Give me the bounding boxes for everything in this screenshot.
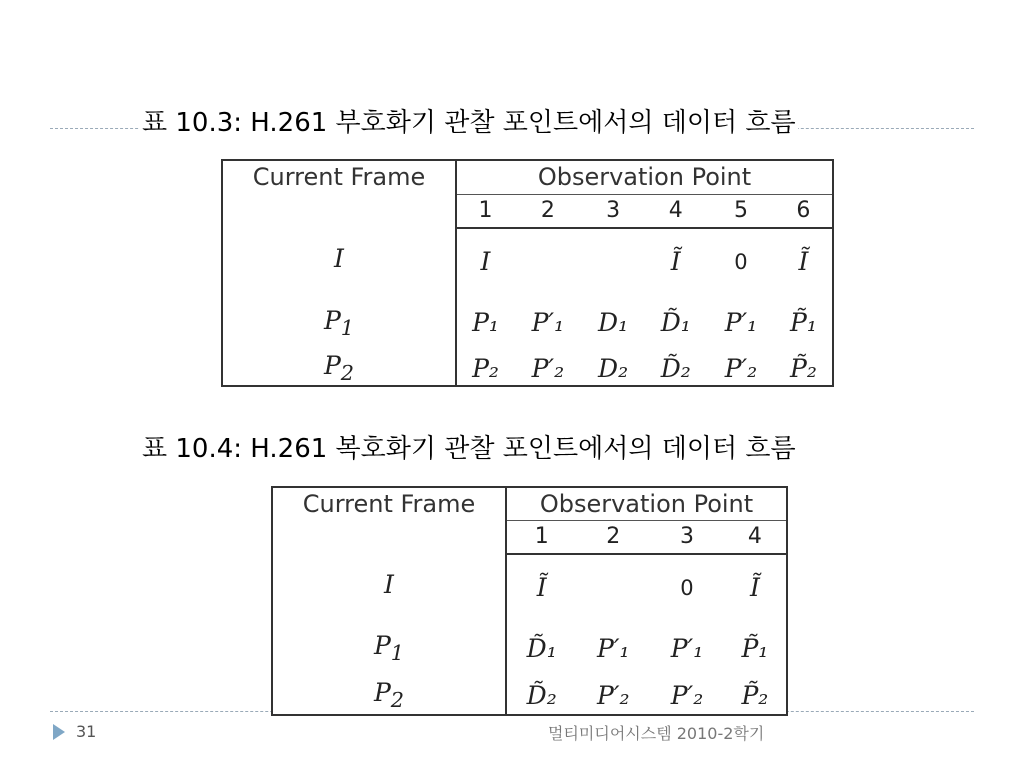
table-cell: P′₁	[670, 633, 704, 663]
table-cell: P′₁	[531, 308, 565, 337]
table-cell: P̃₁	[790, 308, 817, 337]
table2-caption: 표 10.4: H.261 복호화기 관찰 포인트에서의 데이터 흐름	[142, 434, 796, 464]
row-label: I	[272, 554, 506, 620]
column-header: 2	[576, 520, 650, 554]
table-cell: Ĩ	[670, 247, 681, 276]
row-label: $P_1$	[222, 294, 456, 351]
table-cell: 0	[680, 575, 694, 600]
column-header: 6	[775, 194, 833, 228]
column-header: 2	[514, 194, 582, 228]
column-header: 3	[650, 520, 724, 554]
table-cell: P′₁	[597, 633, 630, 663]
table-cell: Ĩ	[798, 247, 809, 276]
row-label: $P_1$	[272, 620, 506, 676]
table1-caption: 표 10.3: H.261 부호화기 관찰 포인트에서의 데이터 흐름	[142, 108, 796, 138]
table-cell: Ĩ	[536, 573, 547, 602]
row-label: $P_2$	[222, 351, 456, 386]
page-number: 31	[76, 722, 97, 741]
table-row	[222, 294, 833, 351]
row-label: $P_2$	[272, 676, 506, 715]
table-cell: P′₂	[724, 353, 758, 383]
column-header: 4	[644, 194, 707, 228]
table-cell: P′₂	[597, 680, 630, 710]
table-cell	[514, 228, 582, 294]
table-cell: D₁	[598, 308, 629, 337]
table-row	[222, 228, 833, 294]
column-header: 3	[582, 194, 645, 228]
table-cell: P₂	[472, 353, 499, 383]
table-row	[272, 554, 787, 620]
row-label: I	[222, 228, 456, 294]
decoder-observation-table	[271, 486, 788, 716]
table-cell: P̃₂	[741, 680, 769, 710]
table-cell: D̃₂	[526, 680, 557, 710]
table-cell: P′₂	[531, 353, 565, 383]
table-cell: P̃₁	[741, 633, 769, 663]
table-cell: P′₁	[724, 308, 758, 337]
header-current-frame: Current Frame	[222, 160, 456, 228]
table-cell: I	[480, 247, 491, 276]
table-cell: P̃₂	[790, 353, 817, 383]
table-row	[272, 620, 787, 676]
table-cell: D̃₁	[660, 308, 691, 337]
table-cell: D̃₂	[660, 353, 691, 383]
column-header: 1	[456, 194, 514, 228]
table-cell	[576, 554, 650, 620]
column-header: 4	[724, 520, 787, 554]
table-cell: D̃₁	[526, 633, 557, 663]
table-cell: D₂	[598, 353, 629, 383]
table-row	[272, 676, 787, 715]
table-cell	[582, 228, 645, 294]
header-observation-point: Observation Point	[456, 160, 833, 194]
encoder-observation-table	[221, 159, 834, 387]
header-observation-point: Observation Point	[506, 487, 787, 520]
table-cell: P₁	[472, 308, 499, 337]
column-header: 5	[707, 194, 775, 228]
table-cell: P′₂	[670, 680, 704, 710]
header-current-frame: Current Frame	[272, 487, 506, 554]
table-cell: Ĩ	[749, 573, 760, 602]
table-row	[222, 351, 833, 386]
column-header: 1	[506, 520, 576, 554]
footer-course-text: 멀티미디어시스템 2010-2학기	[548, 724, 765, 743]
triangle-right-icon	[53, 724, 65, 740]
table-cell: 0	[734, 249, 748, 274]
